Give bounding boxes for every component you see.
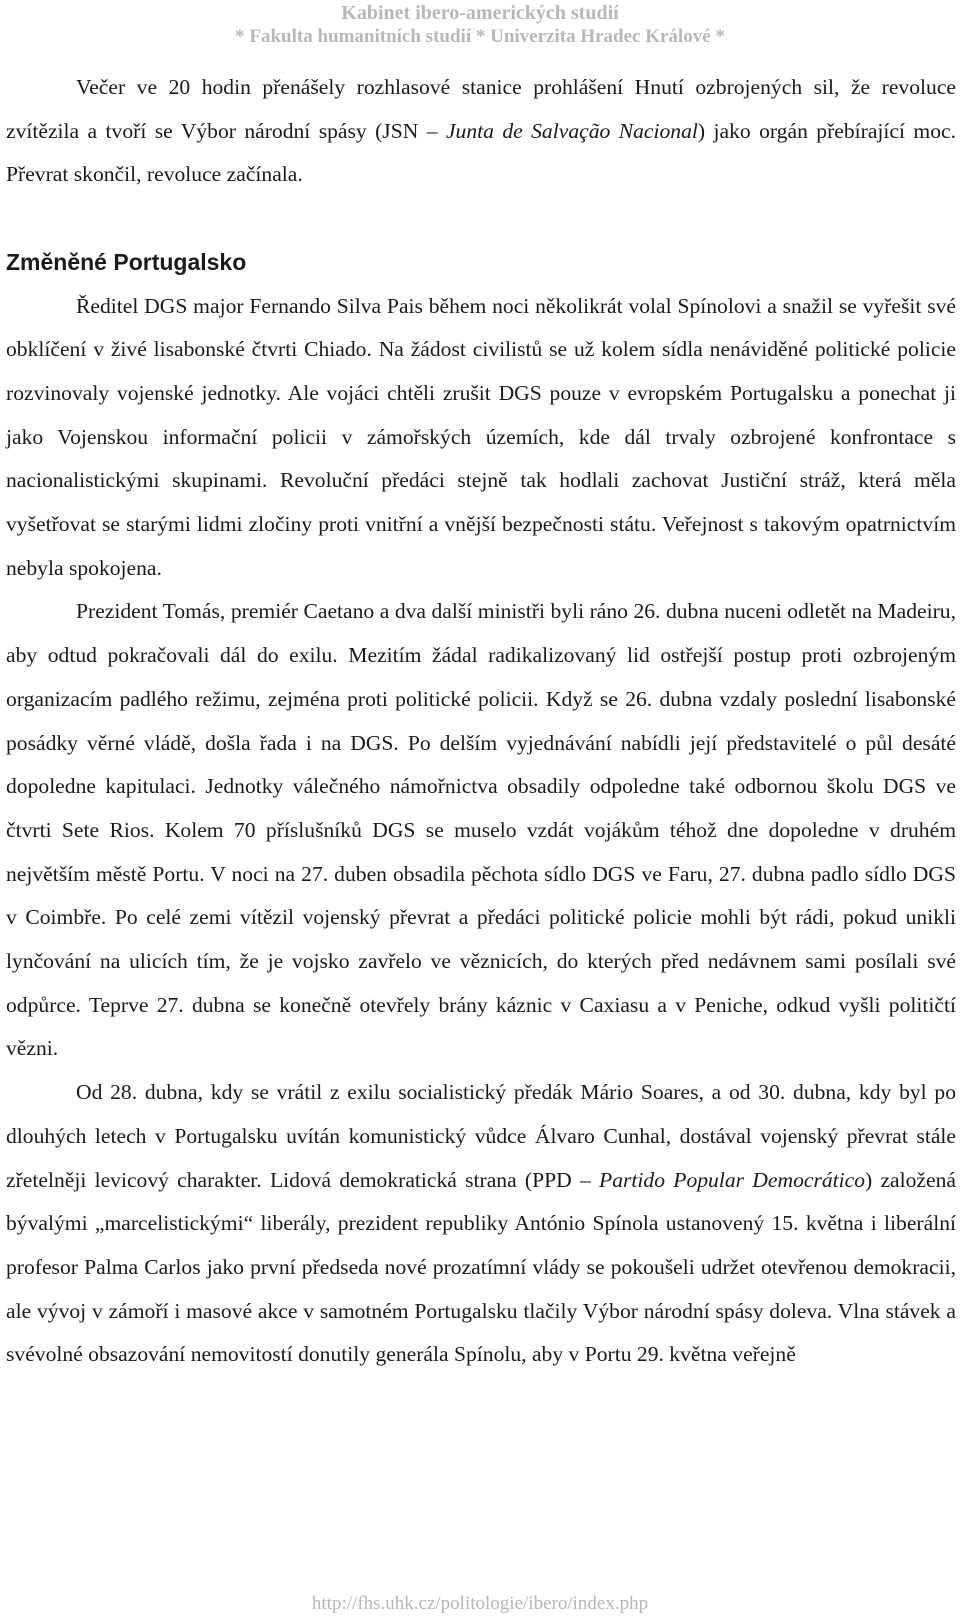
intro-text-start: Večer ve 20 hodin přenášely rozhlasové stanice prohlášení Hnutí ozbrojených sil, že revoluce zvítězila a tvoří se Výbor národní spásy (JSN – [6, 75, 956, 143]
header-title: Kabinet ibero-amerických studií [341, 2, 619, 24]
p3-italic-term: Partido Popular Democrático [599, 1167, 866, 1192]
header-subtitle: * Fakulta humanitních studií * Univerzita Hradec Králové * [235, 26, 725, 47]
p3-text-start: Od 28. dubna, kdy se vrátil z exilu socialistický předák Mário Soares, a od 30. dubna, kdy byl po dlouhých letech v Portugalsku uvítán komunistický vůdce Álvaro Cunhal, dostával vojenský převrat stále zřetelněji levicový charakter. Lidová demokratická strana (PPD – [6, 1080, 956, 1192]
intro-italic-term: Junta de Salvação Nacional [445, 118, 698, 143]
section-paragraph-3 [6, 1071, 956, 1377]
section-paragraph-2: Prezident Tomás, premiér Caetano a dva další ministři byli ráno 26. dubna nuceni odletět na Madeiru, aby odtud pokračovali dál do exilu. Mezitím žádal radikalizovaný lid ostřejší postup proti ozbrojeným organizacím padlého režimu, zejména proti politické policii. Když se 26. dubna vzdaly poslední lisabonské posádky věrné vládě, došla řada i na DGS. Po delším vyjednávání nabídli její představitelé o půl desáté dopoledne kapitulaci. Jednotky válečného námořnictva obsadily odpoledne také odbornou školu DGS ve čtvrti Sete Rios. Kolem 70 příslušníků DGS se muselo vzdát vojákům téhož dne dopoledne v druhém největším městě Portu. V noci na 27. duben obsadila pěchota sídlo DGS ve Faru, 27. dubna padlo sídlo DGS v Coimbře. Po celé zemi vítězil vojenský převrat a předáci politické policie mohli být rádi, pokud unikli lynčování na ulicích tím, že je vojsko zavřelo ve věznicích, do kterých před nedávnem sami posílali své odpůrce. Teprve 27. dubna se konečně otevřely brány káznic v Caxiasu a v Peniche, odkud vyšli političtí vězni. [6, 599, 956, 1061]
page-footer [0, 1591, 960, 1617]
document-body [6, 66, 956, 1377]
section-heading: Změněné Portugalsko [6, 248, 247, 275]
section-paragraph-1: Ředitel DGS major Fernando Silva Pais během noci několikrát volal Spínolovi a snažil se vyřešit své obklíčení v živé lisabonské čtvrti Chiado. Na žádost civilistů se už kolem sídla nenáviděné politické policie rozvinovaly vojenské jednotky. Ale vojáci chtěli zrušit DGS pouze v evropském Portugalsku a ponechat ji jako Vojenskou informační policii v zámořských územích, kde dál trvaly ozbrojené konfrontace s nacionalistickými skupinami. Revoluční předáci stejně tak hodlali zachovat Justiční stráž, která měla vyšetřovat se starými lidmi zločiny proti vnitřní a vnější bezpečnosti státu. Veřejnost s takovým opatrnictvím nebyla spokojena. [6, 293, 956, 580]
footer-url: http://fhs.uhk.cz/politologie/ibero/index.php [311, 1593, 649, 1614]
intro-paragraph [6, 66, 956, 197]
page-header [0, 0, 960, 48]
intro-text-end: ) jako orgán přebírající moc. Převrat skončil, revoluce začínala. [6, 118, 956, 187]
p3-text-end: ) založená bývalými „marcelistickými“ liberály, prezident republiky António Spínola ustanovený 15. května i liberální profesor Palma Carlos jako první předseda nové prozatímní vlády se pokoušeli udržet otevřenou demokracii, ale vývoj v zámoří i masové akce v samotném Portugalsku tlačily Výbor národní spásy doleva. Vlna stávek a svévolné obsazování nemovitostí donutily generála Spínolu, aby v Portu 29. května veřejně [6, 1167, 956, 1367]
